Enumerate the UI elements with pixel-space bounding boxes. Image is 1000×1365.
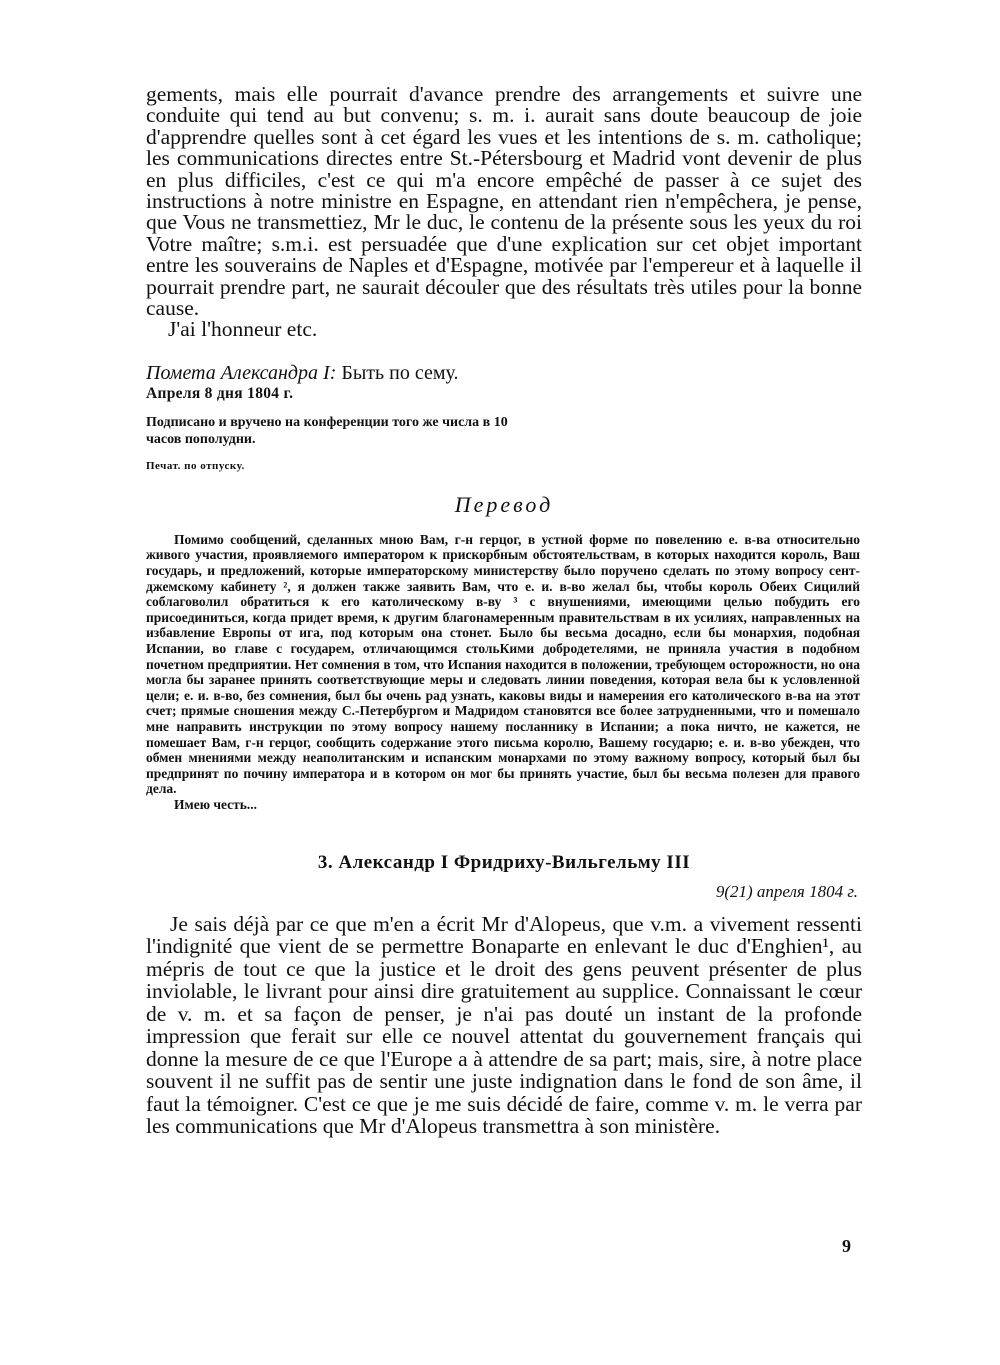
letter-block bbox=[146, 913, 862, 1138]
translation-title: Перевод bbox=[454, 491, 554, 517]
letter-paragraph: Je sais déjà par ce que m'en a écrit Mr d'Alopeus, que v.m. a vivement ressenti l'indignité que vient de se permettre Bonaparte en enlevant le duc d'Enghien¹, au mépris de tout ce que la justice et le droit des gens peuvent présenter de plus inviolable, le livrant pour ainsi dire gratuitement au supplice. Connaissant le cœur de v. m. et sa façon de penser, je n'ai pas douté un instant de la profonde impression que ferait sur elle ce nouvel attentat du gouvernement français qui donne la mesure de ce que l'Europe a à attendre de sa part; mais, sire, à notre place souvent il ne suffit pas de sentir une juste indignation dans le fond de son âme, il faut la témoigner. C'est ce que je me suis décidé de faire, comme v. m. le verra par les communications que Mr d'Alopeus transmettra à son ministère. bbox=[146, 911, 862, 1139]
translation-closing: Имею честь... bbox=[174, 796, 258, 812]
annotation-block bbox=[146, 362, 862, 404]
annotation-label: Помета Александра I: bbox=[146, 361, 337, 384]
translation-block bbox=[146, 532, 860, 813]
french-closing: J'ai l'honneur etc. bbox=[168, 317, 318, 342]
print-note: Печат. по отпуску. bbox=[146, 459, 245, 472]
page-number: 9 bbox=[842, 1236, 851, 1256]
annotation-text: Быть по сему. bbox=[341, 361, 459, 384]
document-heading: 3. Александр I Фридриху-Вильгельму III bbox=[317, 851, 691, 873]
page-content bbox=[146, 84, 862, 1138]
french-paragraph: gements, mais elle pourrait d'avance prendre des arrangements et suivre une conduite qui tend au but convenu; s. m. i. aurait sans doute beaucoup de joie d'apprendre quelles sont à cet égard les vues et les intentions de s. m. catholique; les communications directes entre St.-Pétersbourg et Madrid vont devenir de plus en plus difficiles, c'est ce qui m'a encore empêché de passer à ce sujet des instructions à notre ministre en Espagne, en attendant rien n'empêchera, je pense, que Vous ne transmettiez, Mr le duc, le contenu de la présente sous les yeux du roi Votre maître; s.m.i. est persuadée que d'une explication sur cet objet important entre les souverains de Naples et d'Espagne, motivée par l'empereur et à laquelle il pourrait prendre part, ne saurait découler que des résultats très utiles pour la bonne cause. bbox=[146, 82, 862, 321]
french-text-block bbox=[146, 84, 862, 341]
annotation-date: Апреля 8 дня 1804 г. bbox=[146, 384, 294, 402]
signed-note: Подписано и вручено на конференции того же числа в 10 часов пополудни. bbox=[146, 414, 508, 447]
document-date: 9(21) апреля 1804 г. bbox=[715, 881, 858, 901]
translation-paragraph: Помимо сообщений, сделанных мною Вам, г-н герцог, в устной форме по повелению е. в-ва относительно живого участия, проявляемого императором к прискорбным обстоятельствам, в которых находится король, Ваш государь, и предложений, которые императорскому министерству было поручено сделать по этому вопросу сент-джемскому кабинету ², я должен также заявить Вам, что е. и. в-во желал бы, чтобы король Обеих Сицилий соблаговолил обратиться к его католическому в-ву ³ с внушениями, имеющими целью побудить его присоединиться, когда придет время, к другим благонамеренным правительствам в их усилиях, направленных на избавление Европы от ига, под которым она стонет. Было бы весьма досадно, если бы монархия, подобная Испании, во главе с государем, отличающимся стольКими добродетелями, не приняла участия в подобном почетном предприятии. Нет сомнения в том, что Испания находится в положении, требующем осторожности, но она могла бы заранее принять соответствующие меры и следовать линии поведения, которая вела бы к условленной цели; е. и. в-во, без сомнения, был бы очень рад узнать, каковы виды и намерения его католического в-ва на этот счет; прямые сношения между С.-Петербургом и Мадридом становятся все более затрудненными, что и помешало мне направить инструкции по этому вопросу нашему посланнику в Испании; а пока ничто, не кажется, не помешает Вам, г-н герцог, сообщить содержание этого письма королю, Вашему государю; е. и. в-во убежден, что обмен мнениями между неаполитанским и испанским монархами по этому важному вопросу, который был бы предпринят по почину императора и в котором он мог бы принять участие, был бы весьма полезен для правого дела. bbox=[146, 531, 860, 797]
